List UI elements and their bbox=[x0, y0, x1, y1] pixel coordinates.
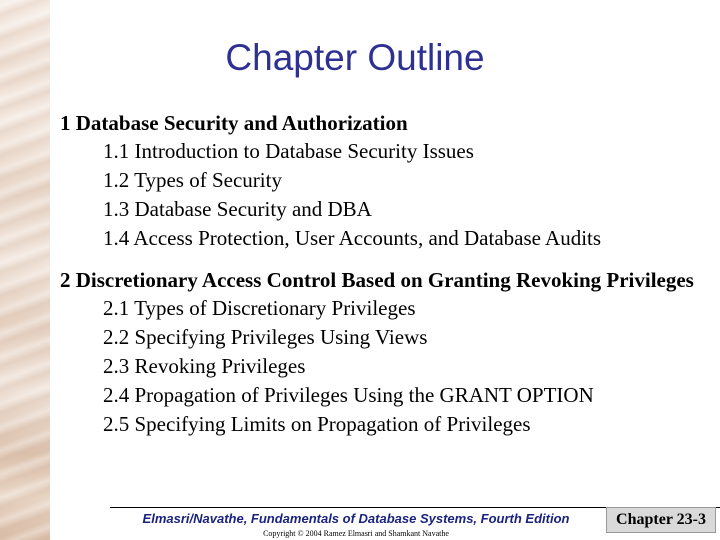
slide-title: Chapter Outline bbox=[225, 37, 485, 78]
outline-item: 2.4 Propagation of Privileges Using the GRANT OPTION bbox=[103, 383, 594, 407]
section-heading: 1 Database Security and Authorization bbox=[60, 111, 408, 135]
outline-item: 2.5 Specifying Limits on Propagation of Privileges bbox=[103, 412, 531, 436]
outline-item: 1.4 Access Protection, User Accounts, and Database Audits bbox=[103, 226, 602, 250]
outline-item: 2.2 Specifying Privileges Using Views bbox=[103, 325, 428, 349]
chapter-outline bbox=[60, 112, 700, 439]
chapter-page-badge: Chapter 23-3 bbox=[606, 507, 716, 533]
footer-copyright: Copyright © 2004 Ramez Elmasri and Shamkant Navathe bbox=[263, 529, 449, 538]
footer-book-title: Elmasri/Navathe, Fundamentals of Database Systems, Fourth Edition bbox=[142, 511, 570, 526]
outline-item: 2.3 Revoking Privileges bbox=[103, 354, 306, 378]
outline-item: 1.3 Database Security and DBA bbox=[103, 197, 372, 221]
outline-item: 1.1 Introduction to Database Security Issues bbox=[103, 139, 474, 163]
decorative-sand-strip bbox=[0, 0, 50, 540]
section-heading: 2 Discretionary Access Control Based on Granting Revoking Privileges bbox=[60, 268, 694, 292]
outline-section-2 bbox=[60, 269, 700, 439]
outline-item: 1.2 Types of Security bbox=[103, 168, 282, 192]
outline-section-1 bbox=[60, 112, 700, 253]
outline-item: 2.1 Types of Discretionary Privileges bbox=[103, 296, 416, 320]
